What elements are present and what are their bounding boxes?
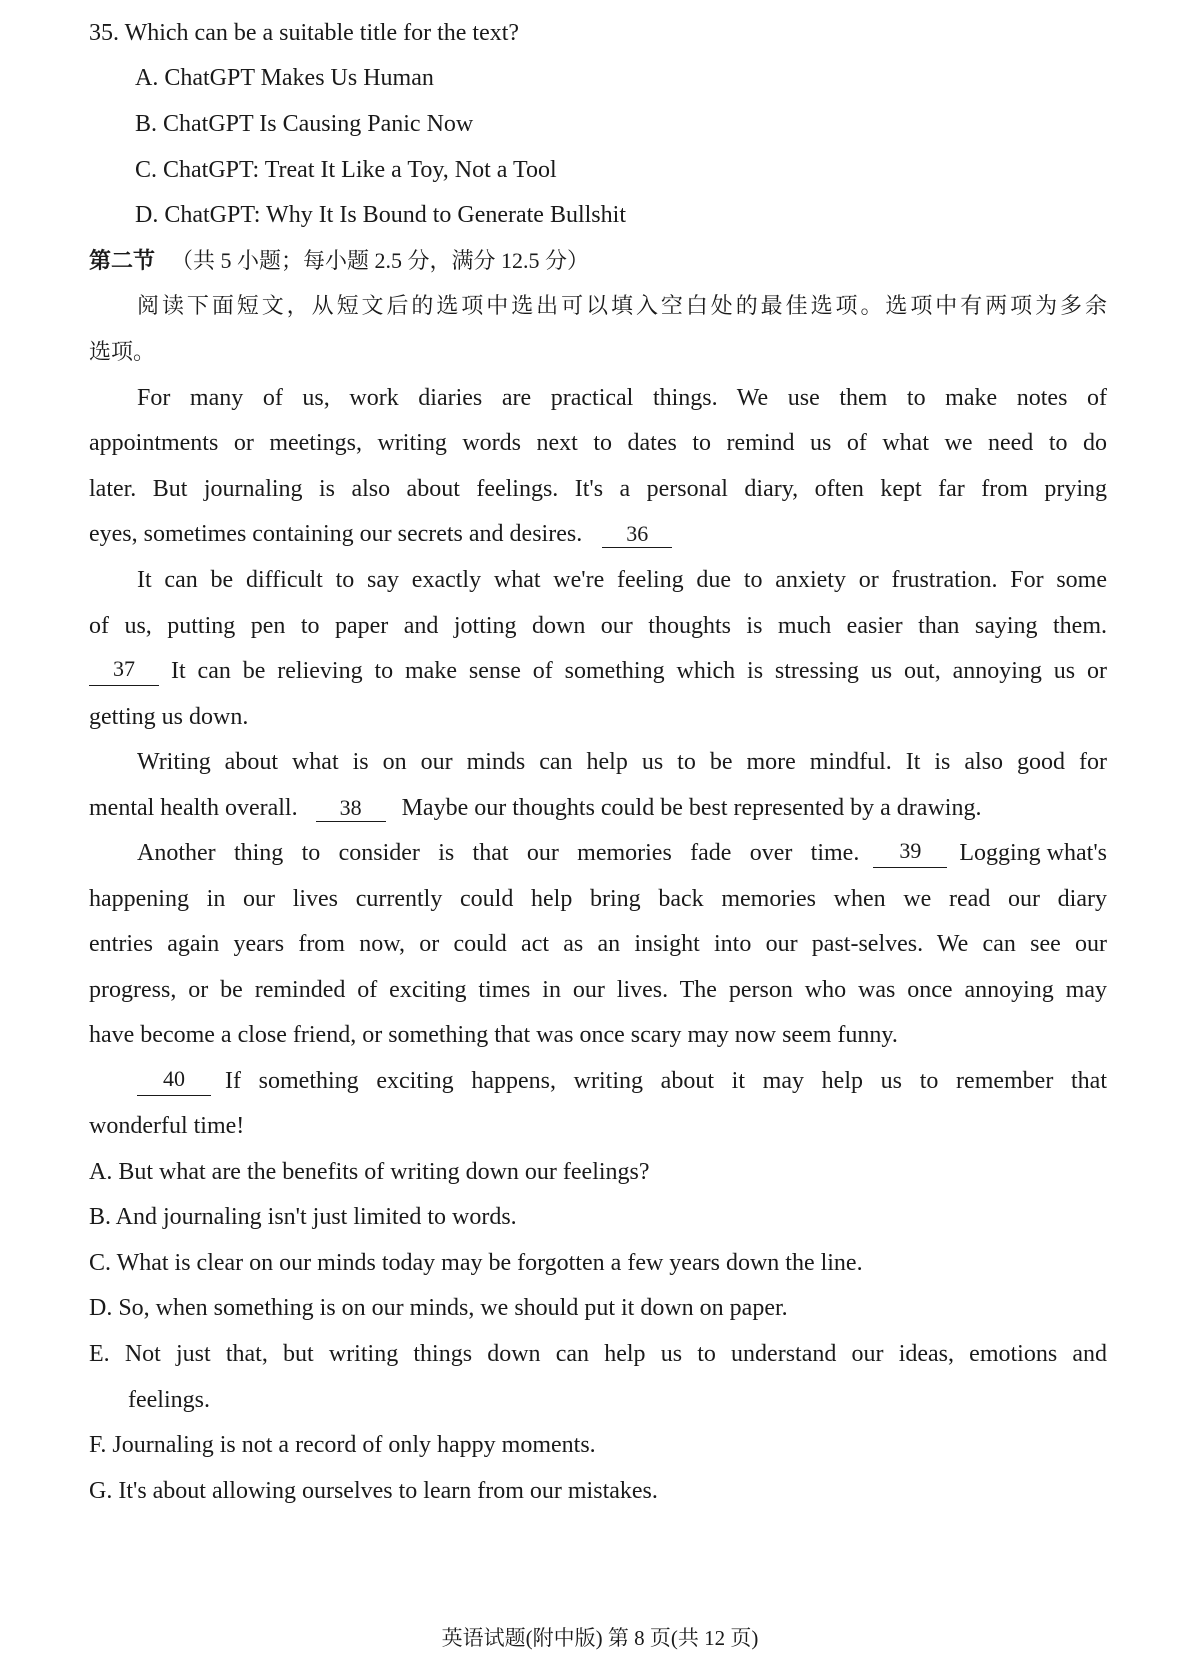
p1-line-1: For many of us, work diaries are practical things. We use them to make notes of xyxy=(137,385,1107,411)
choice-e-line-2: feelings. xyxy=(128,1387,210,1413)
q35-option-b: B. ChatGPT Is Causing Panic Now xyxy=(135,111,474,137)
q35-stem: 35. Which can be a suitable title for the text? xyxy=(89,20,520,46)
p3-line-2 xyxy=(89,793,981,823)
choice-f: F. Journaling is not a record of only happy moments. xyxy=(89,1432,596,1458)
section-note: （共 5 小题；每小题 2.5 分，满分 12.5 分） xyxy=(171,248,590,273)
p1-line-3: later. But journaling is also about feelings. It's a personal diary, often kept far from prying xyxy=(89,476,1107,502)
section-title: 第二节 xyxy=(89,249,156,274)
p2-line-1: It can be difficult to say exactly what we're feeling due to anxiety or frustration. For some xyxy=(137,567,1107,593)
p4-line-5: have become a close friend, or something that was once scary may now seem funny. xyxy=(89,1022,898,1048)
q35-option-d: D. ChatGPT: Why It Is Bound to Generate Bullshit xyxy=(135,202,626,228)
blank-40[interactable]: 40 xyxy=(137,1066,211,1096)
p2-line-3 xyxy=(89,656,1107,686)
blank-36[interactable]: 36 xyxy=(602,521,672,548)
p4-line-4: progress, or be reminded of exciting times in our lives. The person who was once annoying may xyxy=(89,977,1107,1003)
p2-line-4: getting us down. xyxy=(89,704,249,730)
section-heading xyxy=(89,246,589,276)
blank-38[interactable]: 38 xyxy=(316,795,386,822)
q35-option-a: A. ChatGPT Makes Us Human xyxy=(135,65,434,91)
instruction-line-2: 选项。 xyxy=(89,339,156,364)
p3-line-2-text-a: mental health overall. xyxy=(89,795,298,821)
p5-line-1-text: If something exciting happens, writing about it may help us to remember that xyxy=(225,1068,1107,1094)
p5-line-1 xyxy=(137,1066,1107,1096)
p4-line-2: happening in our lives currently could help bring back memories when we read our diary xyxy=(89,886,1107,912)
p2-line-2: of us, putting pen to paper and jotting down our thoughts is much easier than saying them. xyxy=(89,613,1107,639)
p4-line-1-text-a: Another thing to consider is that our memories fade over time. xyxy=(137,840,860,866)
choice-b: B. And journaling isn't just limited to words. xyxy=(89,1204,517,1230)
p4-line-1-text-b: Logging what's xyxy=(959,840,1107,866)
p1-line-4 xyxy=(89,519,672,549)
choice-e-line-1: E. Not just that, but writing things down can help us to understand our ideas, emotions and xyxy=(89,1341,1107,1367)
p3-line-2-text-b: Maybe our thoughts could be best represented by a drawing. xyxy=(401,795,982,821)
choice-g: G. It's about allowing ourselves to learn from our mistakes. xyxy=(89,1478,658,1504)
p1-line-2: appointments or meetings, writing words next to dates to remind us of what we need to do xyxy=(89,430,1107,456)
p3-line-1: Writing about what is on our minds can help us to be more mindful. It is also good for xyxy=(137,749,1107,775)
q35-option-c: C. ChatGPT: Treat It Like a Toy, Not a Tool xyxy=(135,157,557,183)
instruction-line-1: 阅读下面短文，从短文后的选项中选出可以填入空白处的最佳选项。选项中有两项为多余 xyxy=(137,293,1107,318)
p4-line-1 xyxy=(137,838,1107,868)
blank-37[interactable]: 37 xyxy=(89,656,159,686)
p2-line-3-text: It can be relieving to make sense of something which is stressing us out, annoying us or xyxy=(171,658,1107,684)
p1-line-4-text: eyes, sometimes containing our secrets and desires. xyxy=(89,521,583,547)
choice-c: C. What is clear on our minds today may be forgotten a few years down the line. xyxy=(89,1250,863,1276)
page-footer: 英语试题(附中版) 第 8 页(共 12 页) xyxy=(441,1626,759,1650)
choice-a: A. But what are the benefits of writing down our feelings? xyxy=(89,1159,650,1185)
choice-d: D. So, when something is on our minds, we should put it down on paper. xyxy=(89,1295,788,1321)
p5-line-2: wonderful time! xyxy=(89,1113,245,1139)
blank-39[interactable]: 39 xyxy=(873,838,947,868)
p4-line-3: entries again years from now, or could act as an insight into our past-selves. We can see our xyxy=(89,931,1107,957)
